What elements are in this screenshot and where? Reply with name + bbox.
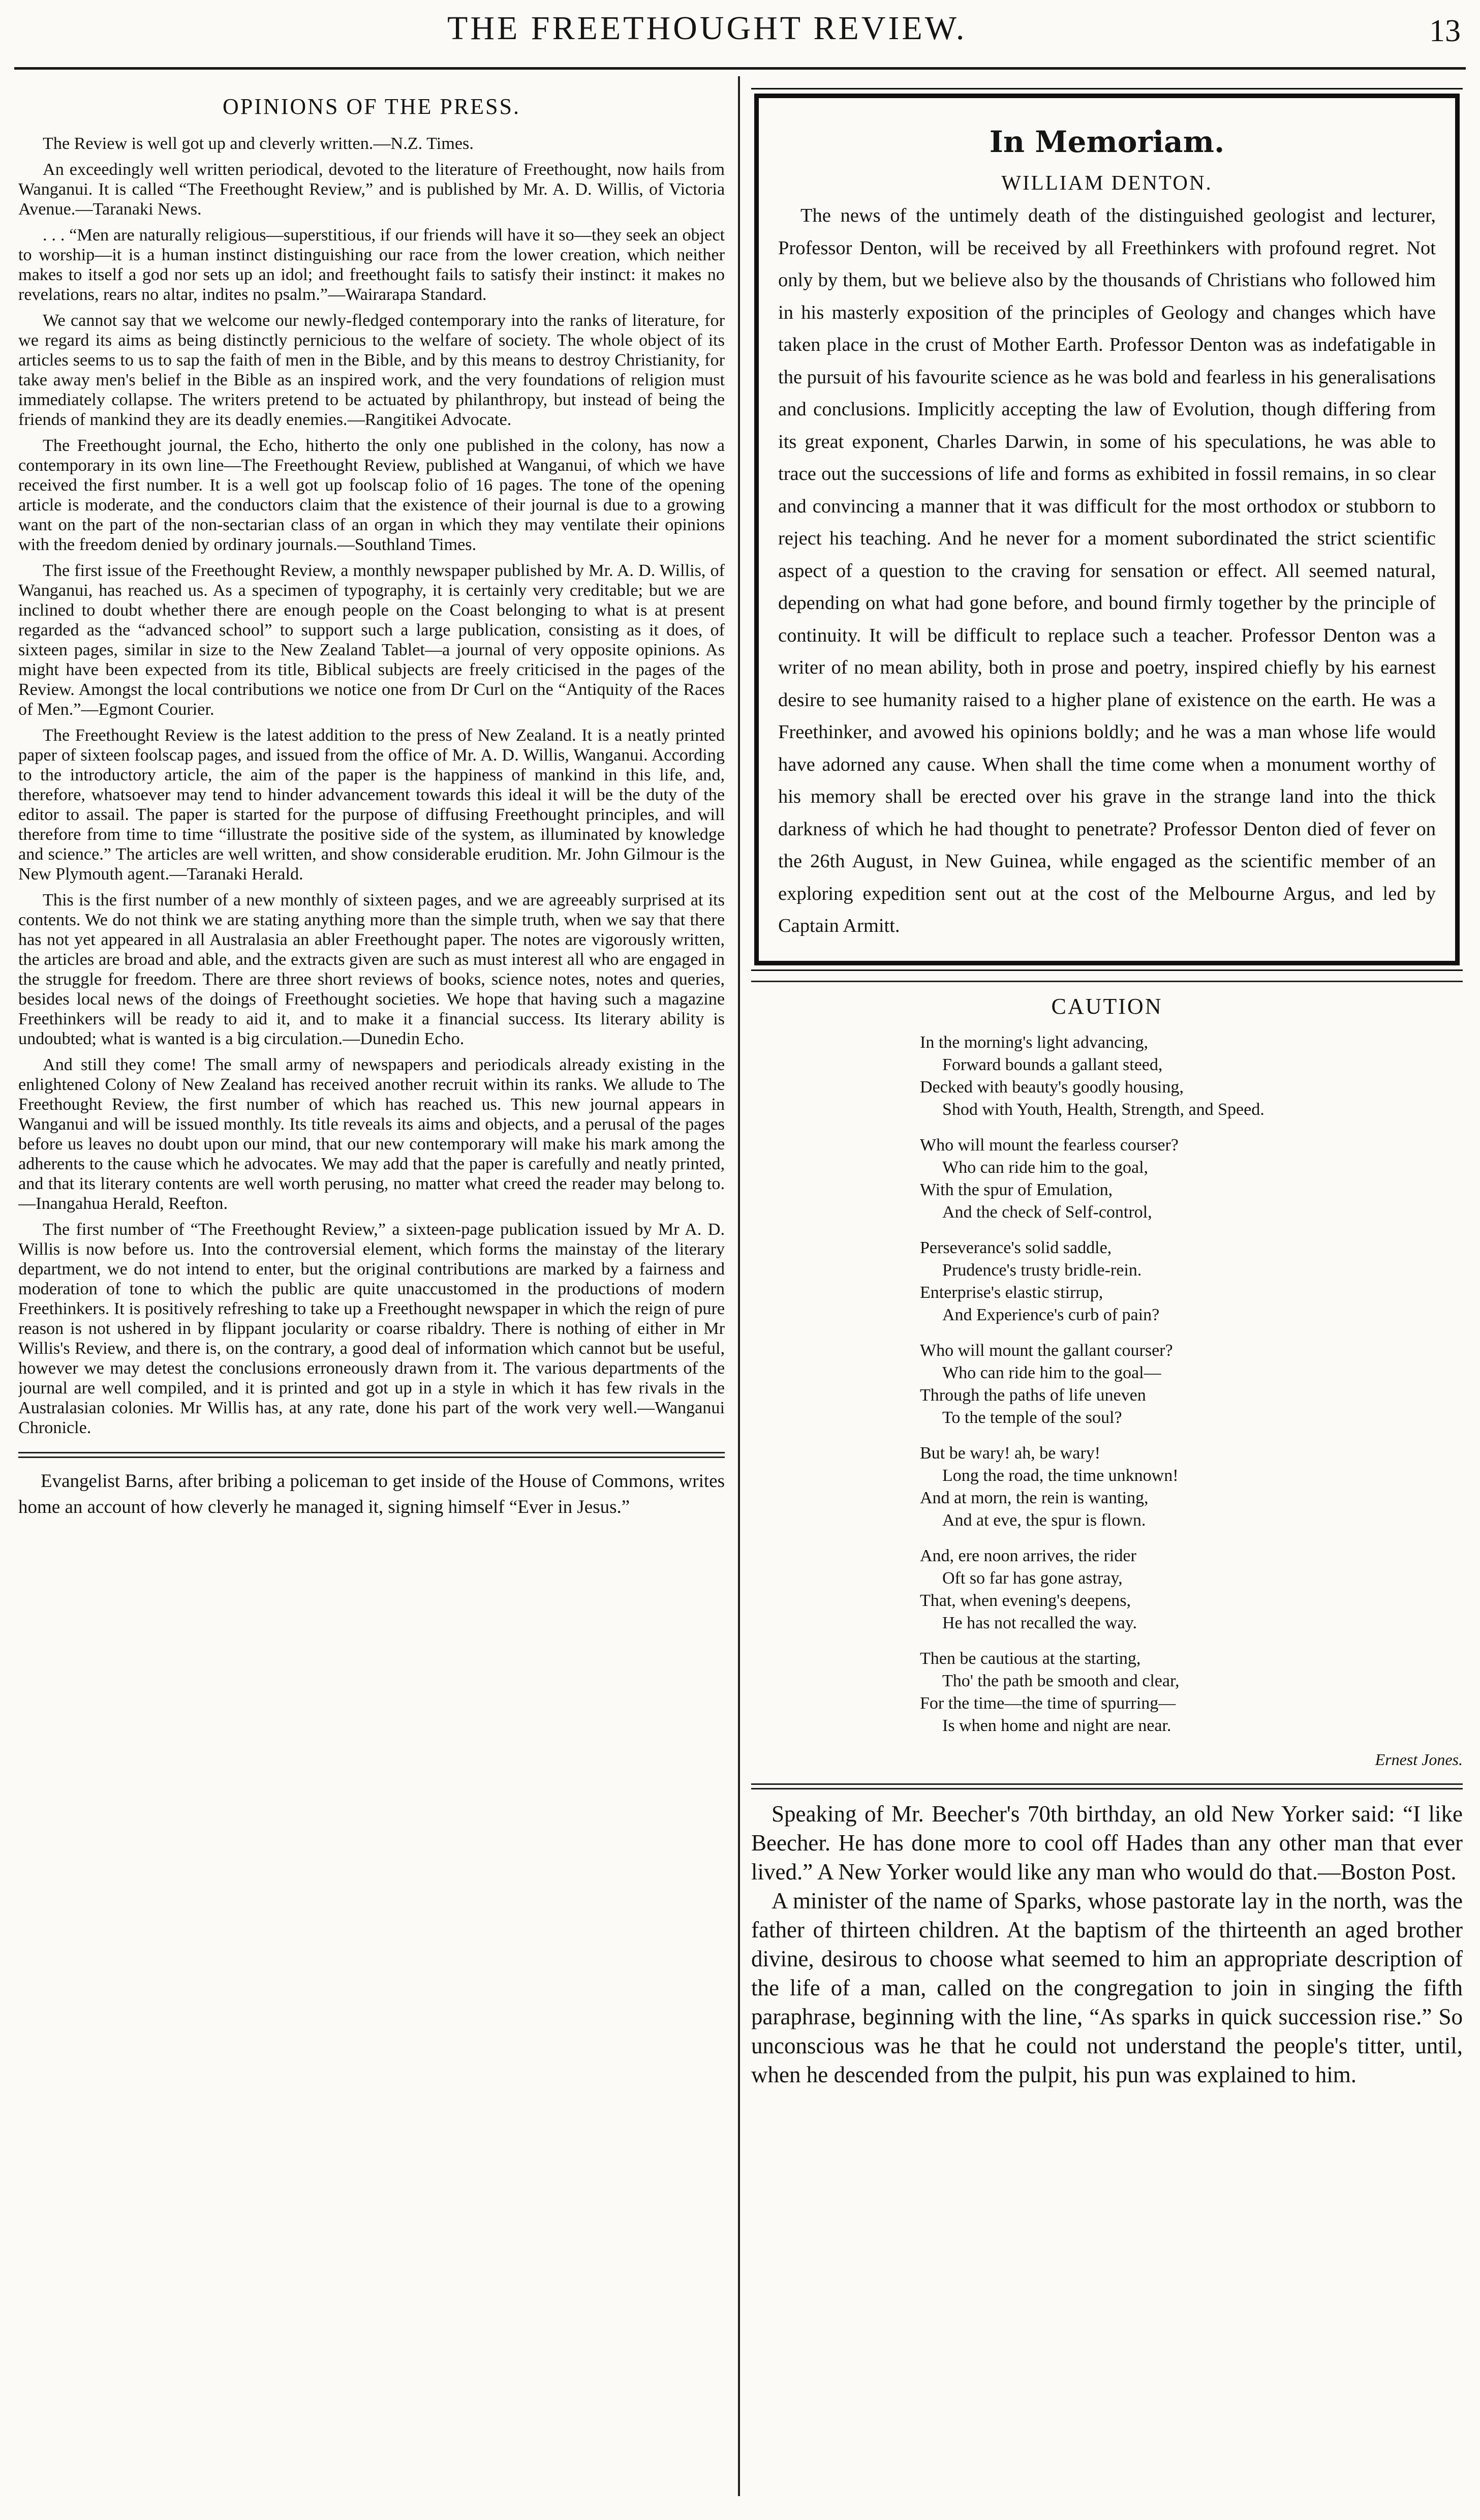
poem-line: And at morn, the rein is wanting, xyxy=(920,1488,1149,1507)
beecher-paragraph: Speaking of Mr. Beecher's 70th birthday, an old New Yorker said: “I like Beecher. He has done more to cool off Hades than any other man that ever lived.” A New Yorker would like any man who would do that.—Boston Post. xyxy=(751,1801,1463,1885)
running-title: THE FREETHOUGHT REVIEW. xyxy=(447,10,967,47)
press-opinion: . . . “Men are naturally religious—superstitious, if our friends will have it so—they seek an object to worship—it is a human instinct distinguishing our race from the lower creation, which neither makes to itself a god nor sets up an idol; and freethought fails to satisfy their instinct: it makes no revelations, rears no altar, indites no psalm.”—Wairarapa Standard. xyxy=(18,226,725,304)
header-rule xyxy=(14,67,1466,70)
caution-poem xyxy=(920,1031,1463,1737)
press-opinion: We cannot say that we welcome our newly-fledged contemporary into the ranks of literature, for we regard its aims as being distinctly pernicious to the welfare of society. The whole object of its articles seems to us to sap the faith of men in the Bible, and by this means to destroy Christianity, for take away men's belief in the Bible as an inspired work, and the very foundations of religion must immediately collapse. The writers pretend to be actuated by philanthropy, but instead of being the friends of mankind they are its deadly enemies.—Rangitikei Advocate. xyxy=(18,311,725,429)
poem-line: Is when home and night are near. xyxy=(942,1716,1171,1735)
poem-line: To the temple of the soul? xyxy=(942,1408,1122,1427)
poem-stanza xyxy=(920,1340,1463,1429)
poem-line: But be wary! ah, be wary! xyxy=(920,1443,1100,1463)
poem-stanza xyxy=(920,1545,1463,1634)
sparks-paragraph: A minister of the name of Sparks, whose pastorate lay in the north, was the father of thirteen children. At the baptism of the thirteenth an aged brother divine, desirous to choose what seemed to him an appropriate description of the life of a man, called on the congregation to join in singing the fifth paraphrase, beginning with the line, “As sparks in quick succession rise.” So unconscious was he that he could not understand the people's titter, until, when he descended from the pulpit, his pun was explained to him. xyxy=(751,1888,1463,2087)
poem-stanza xyxy=(920,1031,1463,1121)
poem-line: Prudence's trusty bridle-rein. xyxy=(942,1260,1142,1280)
poem-stanza xyxy=(920,1442,1463,1532)
press-opinion: And still they come! The small army of newspapers and periodicals already existing in the enlightened Colony of New Zealand has received another recruit within its ranks. We allude to The Freethought Review, the first number of which has reached us. This new journal appears in Wanganui and will be issued monthly. Its title reveals its aims and objects, and a perusal of the pages before us leaves no doubt upon our mind, that our new contemporary will make his mark among the adherents to the cause which he advocates. We may add that the paper is carefully and neatly printed, and that its literary contents are well worth perusing, no matter what creed the reader may belong to.—Inangahua Herald, Reefton. xyxy=(18,1055,725,1213)
poem-line: With the spur of Emulation, xyxy=(920,1180,1113,1199)
press-opinion: The Review is well got up and cleverly written.—N.Z. Times. xyxy=(43,134,474,153)
page-header xyxy=(0,0,1480,71)
poem-line: That, when evening's deepens, xyxy=(920,1591,1131,1610)
poem-stanza xyxy=(920,1134,1463,1224)
poem-line: And at eve, the spur is flown. xyxy=(942,1510,1146,1530)
poem-author: Ernest Jones. xyxy=(1375,1750,1463,1769)
poem-line: And Experience's curb of pain? xyxy=(942,1305,1160,1324)
press-opinion: An exceedingly well written periodical, devoted to the literature of Freethought, now hails from Wanganui. It is called “The Freethought Review,” and is published by Mr. A. D. Willis, of Victoria Avenue.—Taranaki News. xyxy=(18,160,725,219)
poem-line: Perseverance's solid saddle, xyxy=(920,1238,1112,1257)
section-rule xyxy=(18,1452,725,1458)
press-opinion: The Freethought Review is the latest addition to the press of New Zealand. It is a neatly printed paper of sixteen foolscap pages, and issued from the office of Mr. A. D. Willis, Wanganui. According to the introductory article, the aim of the paper is the happiness of mankind in this life, and, therefore, whatsoever may tend to hinder advancement towards this ideal it will be the duty of the editor to assail. The paper is started for the purpose of diffusing Freethought principles, and will therefore from time to time “illustrate the positive side of the system, as illuminated by knowledge and science.” The articles are well written, and show considerable erudition. Mr. John Gilmour is the New Plymouth agent.—Taranaki Herald. xyxy=(18,726,725,884)
caution-title: CAUTION xyxy=(1051,993,1163,1019)
section-rule xyxy=(751,981,1463,982)
poem-line: Who will mount the gallant courser? xyxy=(920,1341,1173,1360)
poem-line: Enterprise's elastic stirrup, xyxy=(920,1283,1103,1302)
poem-line: And the check of Self-control, xyxy=(942,1202,1152,1222)
poem-stanza xyxy=(920,1648,1463,1737)
column-divider xyxy=(738,76,740,2496)
poem-line: Forward bounds a gallant steed, xyxy=(942,1055,1163,1074)
poem-line: And, ere noon arrives, the rider xyxy=(920,1546,1136,1565)
left-column xyxy=(18,76,725,2496)
memorial-box xyxy=(754,94,1460,965)
poem-line: Who can ride him to the goal— xyxy=(942,1363,1161,1382)
poem-stanza xyxy=(920,1237,1463,1326)
section-rule xyxy=(751,1783,1463,1789)
poem-line: Who can ride him to the goal, xyxy=(942,1158,1149,1177)
evangelist-paragraph: Evangelist Barns, after bribing a policeman to get inside of the House of Commons, writes home an account of how cleverly he managed it, signing himself “Ever in Jesus.” xyxy=(18,1471,725,1517)
poem-line: Oft so far has gone astray, xyxy=(942,1568,1123,1588)
poem-line: Decked with beauty's goodly housing, xyxy=(920,1077,1184,1097)
memorial-title: In Memoriam. xyxy=(989,125,1225,159)
right-column xyxy=(751,76,1463,2496)
poem-line: For the time—the time of spurring— xyxy=(920,1693,1176,1713)
poem-line: Through the paths of life uneven xyxy=(920,1385,1146,1405)
press-opinion: The first issue of the Freethought Review, a monthly newspaper published by Mr. A. D. Willis, of Wanganui, has reached us. As a specimen of typography, it is certainly very creditable; but we are inclined to doubt whether there are enough people on the Coast belonging to what is at present regarded as the “advanced school” to support such a large publication, consisting as it does, of sixteen pages, similar in size to the New Zealand Tablet—a journal of very opposite opinions. As might have been expected from its title, Biblical subjects are freely criticised in the pages of the Review. Amongst the local contributions we notice one from Dr Curl on the “Antiquity of the Races of Men.”—Egmont Courier. xyxy=(18,561,725,719)
press-opinion: The Freethought journal, the Echo, hitherto the only one published in the colony, has now a contemporary in its own line—The Freethought Review, published at Wanganui, of which we have received the first number. It is a well got up foolscap folio of 16 pages. The tone of the opening article is moderate, and the conductors claim that the existence of their journal is due to a growing want on the part of the non-sectarian class of an organ in which they may ventilate their opinions with the freedom denied by ordinary journals.—Southland Times. xyxy=(18,436,725,554)
poem-line: In the morning's light advancing, xyxy=(920,1033,1148,1052)
memorial-name: WILLIAM DENTON. xyxy=(1001,171,1213,194)
press-opinion: This is the first number of a new monthly of sixteen pages, and we are agreeably surprised at its contents. We do not think we are stating anything more than the simple truth, when we say that there has not yet appeared in all Australasia an abler Freethought paper. The notes are vigorously written, the articles are broad and able, and the extracts given are such as must interest all who are engaged in the struggle for freedom. There are three short reviews of books, science notes, notes and queries, besides local news of the doings of Freethought societies. We hope that having such a magazine Freethinkers will be ready to aid it, and to make it a financial success. Its literary ability is undoubted; what is wanted is a big circulation.—Dunedin Echo. xyxy=(18,891,725,1048)
memorial-text: The news of the untimely death of the distinguished geologist and lecturer, Professor Denton, will be received by all Freethinkers with profound regret. Not only by them, but we believe also by the thousands of Christians who followed him in his masterly exposition of the principles of Geology and changes which have taken place in the crust of Mother Earth. Professor Denton was as indefatigable in the pursuit of his favourite science as he was bold and fearless in his generalisations and conclusions. Implicitly accepting the law of Evolution, though differing from its great exponent, Charles Darwin, in some of his speculations, he was able to trace out the successions of life and forms as exhibited in fossil remains, in so clear and convincing a manner that it was difficult for the most orthodox or stubborn to reject his teaching. And he never for a moment subordinated the strict scientific aspect of a question to the craving for sensation or effect. All seemed natural, depending on what had gone before, and bound firmly together by the principle of continuity. It will be difficult to replace such a teacher. Professor Denton was a writer of no mean ability, both in prose and poetry, inspired chiefly by his earnest desire to see humanity raised to a higher plane of existence on the earth. He was a Freethinker, and avowed his opinions boldly; and he was a man whose life would have adorned any cause. When shall the time come when a monument worthy of his memory shall be erected over his grave in the strange land into the thick darkness of which he had thought to penetrate? Professor Denton died of fever on the 26th August, in New Guinea, while engaged as the scientific member of an exploring expedition sent out at the cost of the Melbourne Argus, and led by Captain Armitt. xyxy=(778,205,1436,936)
poem-line: He has not recalled the way. xyxy=(942,1613,1137,1632)
poem-line: Shod with Youth, Health, Strength, and Speed. xyxy=(942,1100,1265,1119)
poem-line: Tho' the path be smooth and clear, xyxy=(942,1671,1180,1690)
poem-line: Long the road, the time unknown! xyxy=(942,1466,1179,1485)
opinions-heading: OPINIONS OF THE PRESS. xyxy=(223,94,520,119)
poem-line: Then be cautious at the starting, xyxy=(920,1649,1141,1668)
page-number: 13 xyxy=(1429,14,1461,48)
press-opinion: The first number of “The Freethought Review,” a sixteen-page publication issued by Mr A. D. Willis is now before us. Into the controversial element, which forms the mainstay of the literary department, we do not intend to enter, but the original contributions are marked by a fairness and moderation of tone to which the public are quite unaccustomed in the productions of modern Freethinkers. It is positively refreshing to take up a Freethought newspaper in which the reign of pure reason is not ushered in by flippant jocularity or coarse ribaldry. There is nothing of either in Mr Willis's Review, and there is, on the contrary, a good deal of information which cannot but be useful, however we may detest the conclusions erroneously drawn from it. The various departments of the journal are well compiled, and it is printed and got up in a style in which it has few rivals in the Australasian colonies. Mr Willis has, at any rate, done his part of the work very well.—Wanganui Chronicle. xyxy=(18,1220,725,1437)
poem-line: Who will mount the fearless courser? xyxy=(920,1135,1179,1155)
